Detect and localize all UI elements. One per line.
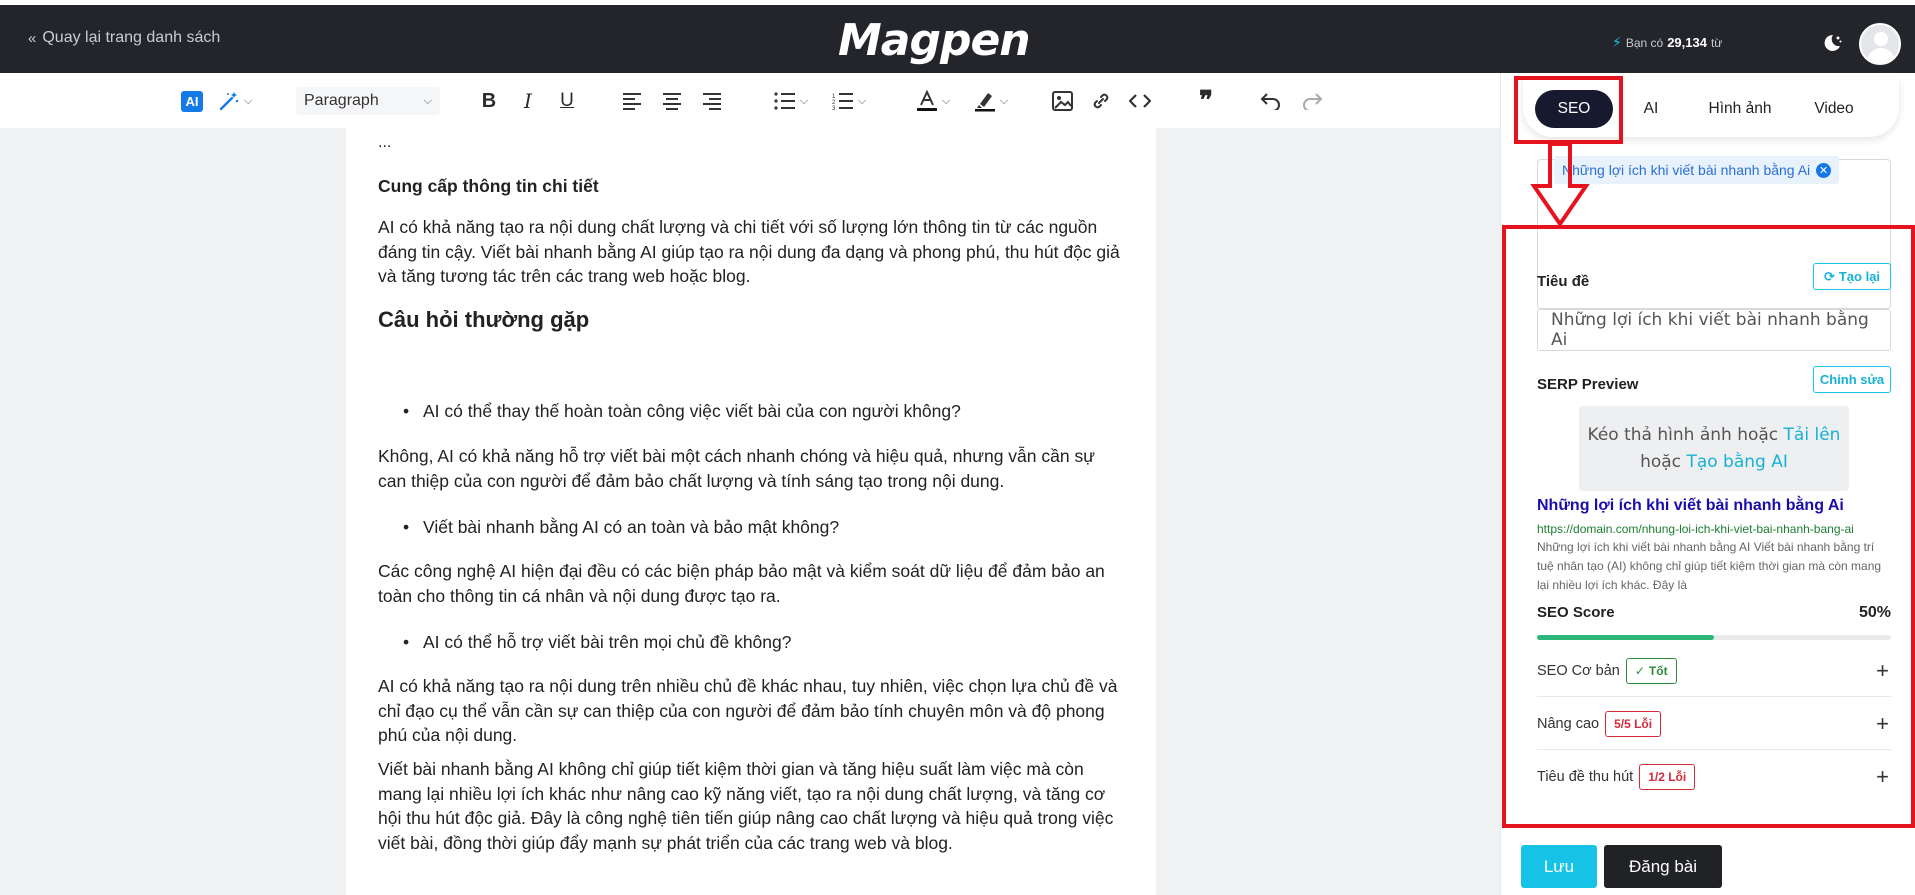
code-icon — [1129, 93, 1151, 109]
credits-suffix: từ — [1710, 35, 1723, 50]
chevron-down-icon: ⌵ — [857, 94, 867, 107]
expand-plus-icon[interactable]: + — [1876, 764, 1889, 789]
tab-ai[interactable]: AI — [1643, 100, 1659, 117]
bullet-list-button[interactable] — [766, 89, 816, 113]
numbered-list-icon — [832, 92, 854, 110]
italic-button[interactable] — [517, 89, 539, 113]
annotation-arrow-down-icon — [1530, 142, 1600, 228]
user-avatar[interactable] — [1859, 23, 1901, 65]
faq-question-2: • Viết bài nhanh bằng AI có an toàn và bảo mật không? — [423, 515, 1123, 540]
back-to-list-link[interactable] — [28, 29, 220, 47]
keyword-tag-label: Những lợi ích khi viết bài nhanh bằng Ai — [1562, 162, 1811, 178]
remove-keyword-icon[interactable]: ✕ — [1816, 163, 1831, 178]
panel-tabs — [1523, 77, 1899, 137]
save-button[interactable]: Lưu — [1521, 845, 1597, 888]
code-view-button[interactable] — [1128, 89, 1152, 113]
back-link-label: Quay lại trang danh sách — [42, 29, 221, 46]
insert-link-button[interactable] — [1089, 89, 1113, 113]
regenerate-title-button[interactable] — [1813, 263, 1891, 290]
numbered-list-button[interactable] — [824, 89, 874, 113]
redo-icon — [1301, 92, 1323, 110]
magic-wand-icon — [218, 90, 240, 112]
credits-indicator — [1612, 34, 1722, 51]
ai-assist-button[interactable]: AI — [181, 91, 203, 112]
lightning-icon: ⚡ — [1612, 34, 1622, 50]
highlight-color-button[interactable] — [966, 89, 1016, 113]
tab-images[interactable]: Hình ảnh — [1708, 100, 1772, 117]
seo-score-bar — [1537, 635, 1891, 640]
paragraph-detail: AI có khả năng tạo ra nội dung chất lượng và chi tiết với số lượng lớn thông tin từ các nguồn đáng tin cậy. Viết bài nhanh bằng AI giúp tạo ra nội dung đa dạng và phong phú, thu hút độc giả và tăng tương tác trên các trang web hoặc blog. — [378, 217, 1120, 286]
seo-score-label: SEO Score — [1537, 604, 1615, 621]
text-color-icon — [916, 90, 938, 112]
section-label: Tiêu đề thu hút — [1537, 769, 1634, 785]
regenerate-label: Tạo lại — [1838, 269, 1881, 284]
align-right-button[interactable] — [700, 89, 724, 113]
badge-label: Tốt — [1648, 663, 1668, 678]
faq-answer-3: AI có khả năng tạo ra nội dung trên nhiều chủ đề khác nhau, tuy nhiên, việc chọn lựa chủ đề và chỉ đạo cụ thể vẫn cần sự can thiệp của con người để đảm bảo tính chuyên môn và độ phong phú của nội dung. — [378, 676, 1118, 745]
bold-icon: B — [481, 89, 497, 112]
svg-text:1: 1 — [831, 94, 836, 100]
insert-image-button[interactable] — [1050, 89, 1074, 113]
refresh-icon: ⟳ — [1823, 268, 1835, 284]
undo-button[interactable] — [1259, 89, 1283, 113]
faq-heading: Câu hỏi thường gặp — [378, 307, 590, 332]
credits-prefix: Bạn có — [1625, 35, 1664, 50]
section-heading: Cung cấp thông tin chi tiết — [378, 176, 599, 196]
avatar-body-shape — [1867, 48, 1895, 65]
section-label: SEO Cơ bản — [1537, 662, 1620, 679]
align-left-icon — [622, 92, 642, 110]
image-icon — [1052, 91, 1073, 111]
document-body[interactable] — [346, 128, 1156, 895]
svg-text:2: 2 — [831, 100, 836, 106]
section-label: Nâng cao — [1537, 715, 1600, 732]
italic-icon: I — [524, 89, 532, 113]
blockquote-button[interactable] — [1194, 86, 1218, 116]
top-bar — [0, 5, 1915, 73]
serp-description: Những lợi ích khi viết bài nhanh bằng AI Viết bài nhanh bằng trí tuệ nhân tạo (AI) không chỉ giúp tiết kiệm thời gian mà còn mang lại nhiều lợi ích khác. Đây là — [1537, 540, 1882, 592]
undo-icon — [1260, 92, 1282, 110]
align-center-button[interactable] — [660, 89, 684, 113]
title-label: Tiêu đề — [1537, 273, 1590, 290]
seo-score-row — [1537, 604, 1891, 622]
paragraph-style-value: Paragraph — [304, 92, 379, 109]
align-center-icon — [662, 92, 682, 110]
chevron-down-icon: ⌵ — [244, 94, 253, 107]
chevron-down-icon: ⌵ — [941, 94, 951, 107]
avatar-head-shape — [1874, 32, 1888, 46]
status-badge — [1626, 658, 1677, 684]
section-seo-basic[interactable] — [1537, 645, 1891, 697]
underline-button[interactable] — [556, 89, 578, 113]
paragraph-style-select[interactable] — [296, 87, 440, 115]
seo-score-fill — [1537, 635, 1714, 640]
align-right-icon — [702, 92, 722, 110]
serp-preview-label: SERP Preview — [1537, 376, 1639, 393]
tab-seo[interactable]: SEO — [1535, 90, 1613, 128]
text-color-button[interactable] — [908, 89, 958, 113]
upload-link[interactable]: Tải lên — [1783, 425, 1841, 445]
section-attractive-title[interactable] — [1537, 751, 1891, 803]
faq-question-1: • AI có thể thay thế hoàn toàn công việc viết bài của con người không? — [423, 399, 1123, 424]
paragraph-conclusion: Viết bài nhanh bằng AI không chỉ giúp tiết kiệm thời gian và tăng hiệu suất làm việc mà còn mang lại nhiều lợi ích khác như nâng cao kỹ năng viết, tạo ra nội dung chất lượng, và tăng cơ hội thu hút độc giả. Đây là công nghệ tiên tiến giúp nâng cao chất lượng và hiệu quả trong việc viết bài, đồng thời giúp đẩy mạnh sự phát triển của các trang web và blog. — [378, 759, 1114, 853]
redo-button[interactable] — [1300, 89, 1324, 113]
bold-button[interactable] — [478, 89, 500, 113]
align-left-button[interactable] — [620, 89, 644, 113]
tab-video[interactable]: Video — [1814, 100, 1854, 117]
double-chevron-left-icon: « — [28, 29, 37, 47]
drop-text: Kéo thả hình ảnh hoặc — [1587, 425, 1779, 445]
status-badge: 1/2 Lỗi — [1639, 764, 1695, 790]
image-drop-zone[interactable] — [1579, 406, 1849, 491]
editor-toolbar — [0, 73, 1500, 128]
publish-button[interactable]: Đăng bài — [1604, 845, 1722, 888]
create-with-ai-link[interactable]: Tạo bằng AI — [1686, 452, 1788, 472]
quote-icon: ❞ — [1199, 86, 1213, 116]
underline-icon: U — [560, 90, 574, 111]
chevron-down-icon: ⌵ — [423, 94, 432, 107]
link-icon — [1091, 91, 1111, 111]
status-badge: 5/5 Lỗi — [1605, 711, 1661, 737]
highlighter-icon — [974, 90, 996, 112]
bullet-list-icon — [774, 92, 796, 110]
or-text: hoặc — [1640, 452, 1682, 472]
faq-answer-1: Không, AI có khả năng hỗ trợ viết bài một cách nhanh chóng và hiệu quả, nhưng vẫn cần sự can thiệp của con người để đảm bảo chất lượng và tính sáng tạo trong nội dung. — [378, 446, 1095, 491]
faq-question-3: • AI có thể hỗ trợ viết bài trên mọi chủ đề không? — [423, 630, 1123, 655]
title-input[interactable]: Những lợi ích khi viết bài nhanh bằng Ai — [1537, 309, 1891, 351]
serp-url: https://domain.com/nhung-loi-ich-khi-viet-bai-nhanh-bang-ai — [1537, 522, 1854, 536]
theme-toggle-moon-icon[interactable] — [1819, 32, 1843, 56]
section-advanced[interactable] — [1537, 698, 1891, 750]
ellipsis-text: ... — [378, 134, 392, 151]
edit-serp-button[interactable]: Chỉnh sửa — [1813, 366, 1891, 393]
serp-title: Những lợi ích khi viết bài nhanh bằng Ai — [1537, 497, 1844, 514]
seo-score-value: 50% — [1858, 604, 1891, 621]
expand-plus-icon[interactable]: + — [1876, 710, 1889, 736]
check-icon: ✓ — [1634, 663, 1645, 678]
faq-answer-2: Các công nghệ AI hiện đại đều có các biện pháp bảo mật và kiểm soát dữ liệu để đảm bảo an toàn cho thông tin cá nhân và nội dung được tạo ra. — [378, 561, 1105, 606]
chevron-down-icon: ⌵ — [999, 94, 1009, 107]
magpen-logo[interactable]: Magpen — [838, 15, 1030, 66]
expand-plus-icon[interactable]: + — [1876, 657, 1889, 683]
svg-text:3: 3 — [831, 106, 836, 110]
credits-value: 29,134 — [1667, 35, 1707, 50]
chevron-down-icon: ⌵ — [799, 94, 809, 107]
magic-wand-button[interactable] — [218, 89, 252, 113]
